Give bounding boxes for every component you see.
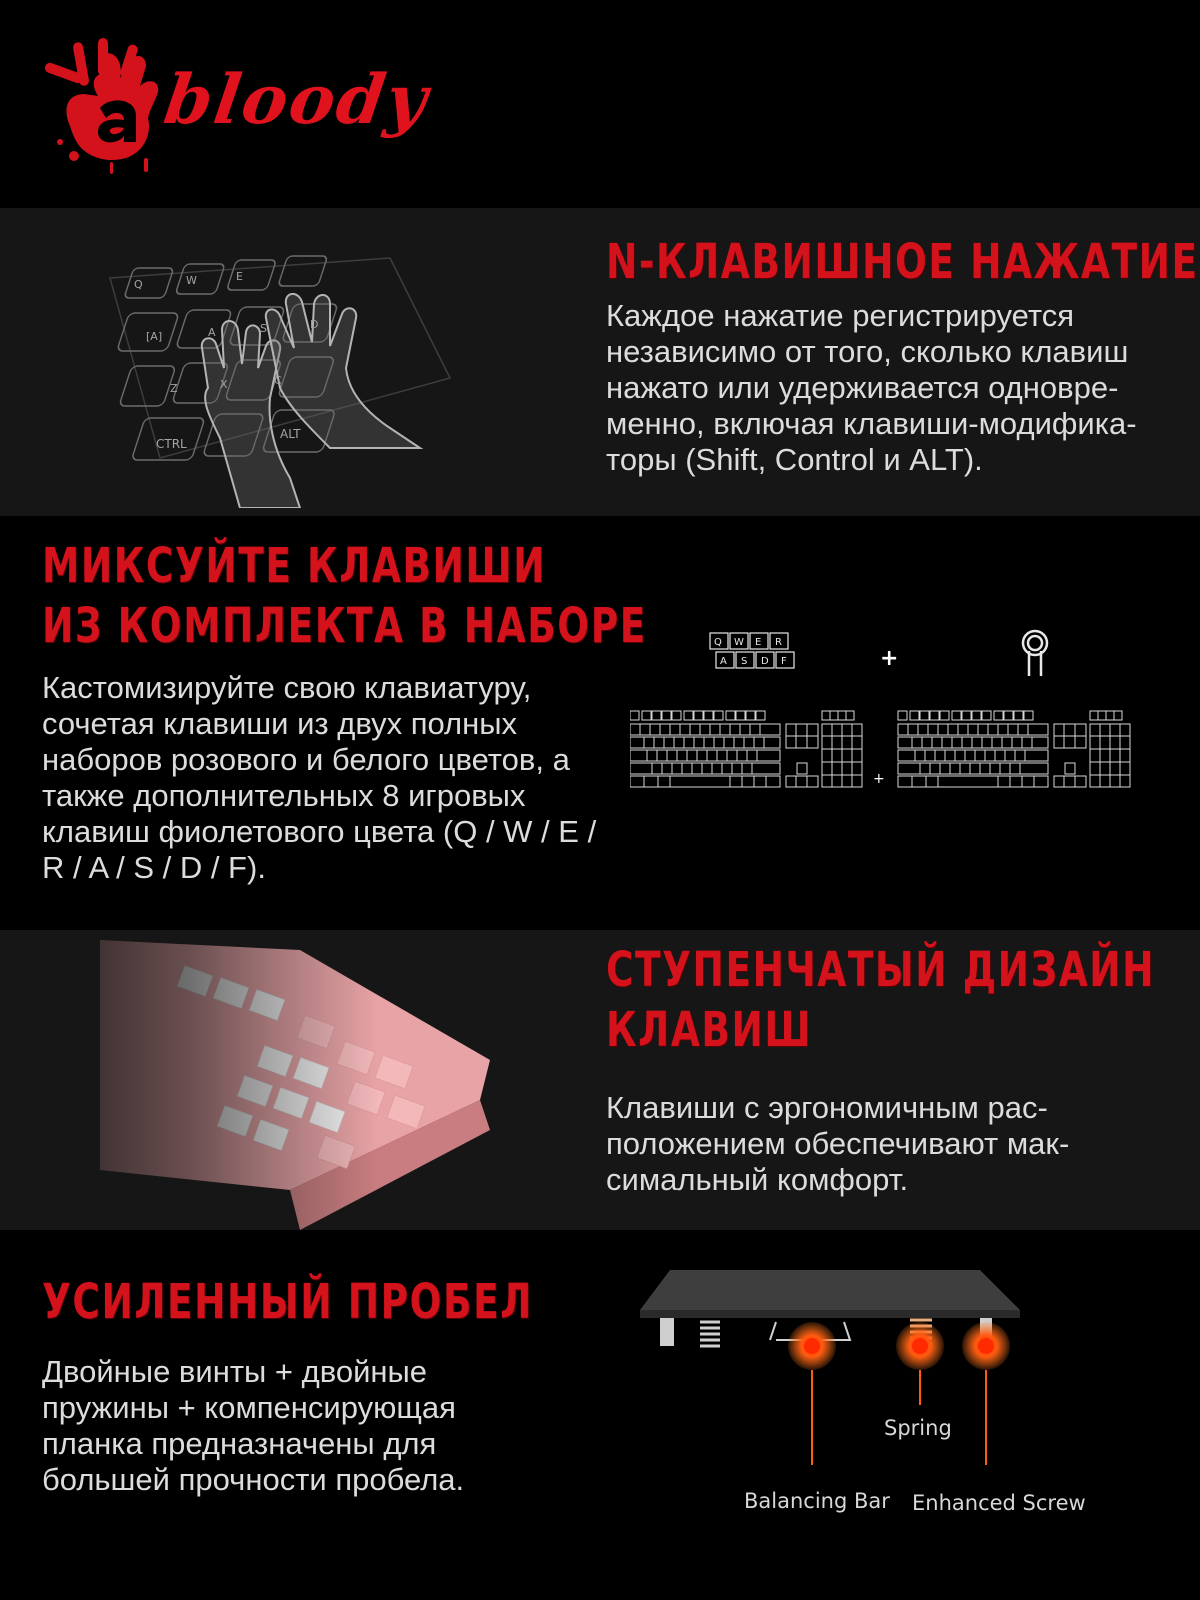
svg-text:C: C [274,374,282,387]
feature-title: УСИЛЕННЫЙ ПРОБЕЛ [42,1274,533,1330]
header [0,0,1200,208]
svg-text:F: F [781,656,787,667]
feature-description: Каждое нажатие регистрируется независимо от того, сколько клавиш нажато или удерживается одновре-менно, включая клавиши-модифика-торы (Shift, Control и ALT). [606,298,1137,477]
svg-text:A: A [720,656,727,667]
pink-keyboard-icon [0,930,540,1230]
feature-title-line1: МИКСУЙТЕ КЛАВИШИ [42,538,547,594]
feature-title-line2: КЛАВИШ [606,1002,813,1058]
svg-text:R: R [775,637,782,648]
svg-text:ALT: ALT [280,427,301,441]
svg-text:[A]: [A] [146,330,163,343]
svg-text:A: A [208,326,216,339]
svg-text:+: + [873,771,885,787]
keyboard-hands-icon [90,218,470,508]
svg-text:Q: Q [134,278,143,291]
label-balancing-bar: Balancing Bar [744,1489,890,1513]
svg-text:E: E [236,270,243,283]
svg-text:S: S [741,656,748,667]
feature-mix-keycaps [0,516,1200,930]
feature-description: Двойные винты + двойные пружины + компенсирующая планка предназначены для большей прочности пробела. [42,1354,465,1497]
feature-stepped-keys [0,930,1200,1230]
feature-description: Кастомизируйте свою клавиатуру, сочетая клавиши из двух полных наборов розового и белого цветов, а также дополнительных 8 игровых клавиш фиолетового цвета (Q / W / E / R / A / S / D / F). [42,670,597,885]
label-spring: Spring [884,1416,952,1440]
label-enhanced-screw: Enhanced Screw [912,1491,1086,1515]
svg-text:D: D [761,656,769,667]
svg-text:S: S [260,322,267,335]
svg-text:W: W [734,637,744,648]
svg-text:W: W [186,274,197,287]
keycap-sets-icon [630,621,1150,821]
spring-icon [700,1322,720,1346]
svg-text:D: D [310,318,319,331]
spacebar-diagram-icon [640,1270,1120,1560]
feature-reinforced-spacebar [0,1230,1200,1600]
svg-text:Q: Q [714,637,722,648]
feature-title-line1: СТУПЕНЧАТЫЙ ДИЗАЙН [606,942,1156,998]
svg-text:X: X [220,378,228,391]
plus-sign: + [880,646,899,671]
keycap-puller-icon [1023,631,1047,676]
brand-name: bloody [159,60,434,140]
svg-text:CTRL: CTRL [156,437,187,451]
feature-title: N-КЛАВИШНОЕ НАЖАТИЕ [606,234,1199,290]
feature-n-key-rollover [0,208,1200,516]
svg-text:Z: Z [170,382,178,395]
feature-title-line2: ИЗ КОМПЛЕКТА В НАБОРЕ [42,598,647,654]
feature-description: Клавиши с эргономичным рас-положением обеспечивают мак-симальный комфорт. [606,1090,1070,1197]
svg-text:E: E [755,637,762,648]
